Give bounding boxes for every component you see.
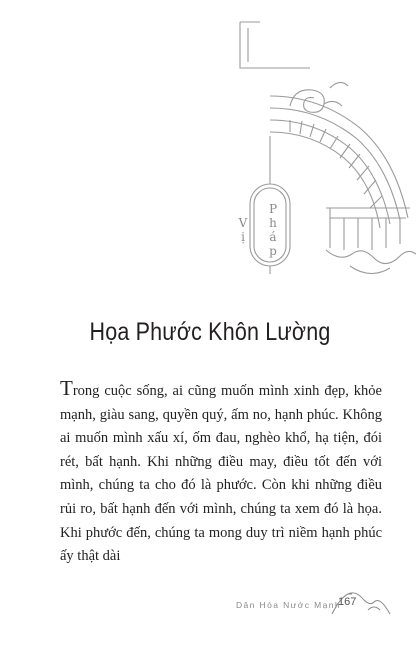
drop-cap: T [60,376,73,400]
page-number: 167 [338,596,357,608]
running-footer-book-title: Dân Hòa Nước Mạnh [236,600,341,610]
body-paragraph [60,378,382,569]
body-text: rong cuộc sống, ai cũng muốn mình xinh đẹp, khỏe mạnh, giàu sang, quyền quý, ấm no, hạnh phúc. Không ai muốn mình xấu xí, ốm đau, nghèo khổ, hạ tiện, đói rét, bất hạnh. Khi những điều may, điều tốt đến với mình, chúng ta cho đó là phước. Còn khi những điều rủi ro, bất hạnh đến với mình, chúng ta xem đó là họa. Khi phước đến, chúng ta mong duy trì niềm hạnh phúc ấy thật dài [60,383,382,565]
chapter-title: Họa Phước Khôn Lường [89,318,331,346]
chapter-seal-text: Pháp Vị [236,202,280,258]
